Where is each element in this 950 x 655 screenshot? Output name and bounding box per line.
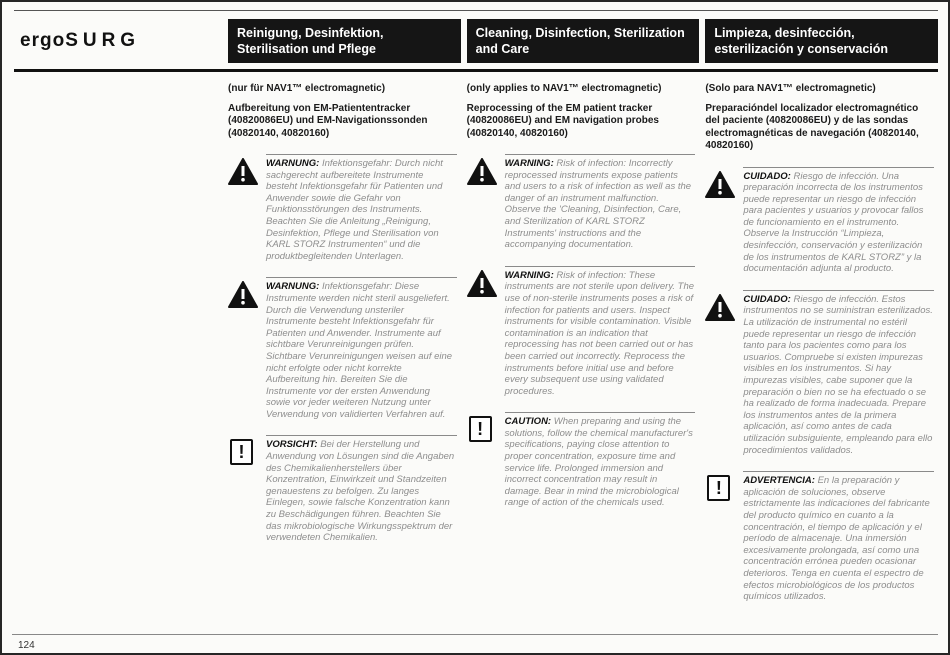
warning-triangle-icon [705,167,735,275]
warning-triangle-icon [228,154,258,262]
caution-paragraph [505,412,696,509]
page-header [14,19,938,63]
caution-block [228,435,457,543]
warning-text: Infektionsgefahr: Diese Instrumente werden nicht steril ausgeliefert. Durch die Verwendung unsteriler Instrumente besteht Infektionsgefahr für Patienten und Anwender. Instrumente auf sichtbare Verunreinigungen prüfen. Sichtbare Verunreinigungen weisen auf eine nicht erfolgte oder nicht korrekte Aufbereitung hin. Bereiten Sie die Instrumente vor der ersten Anwendung sowie vor jeder weiteren Nutzung unter Verwendung von validierten Verfahren auf. [266,281,453,420]
warning-block [705,290,934,456]
warning-text: Riesgo de infección. Una preparación incorrecta de los instrumentos puede representar un riesgo de infección para pacientes y usuarios y provocar fallos de funcionamiento en el instrumento. Observe la Instrucción “Limpieza, desinfección, conservación y esterilización de los instrumentos de KARL STORZ” y la documentación adjunta al producto. [743,170,924,275]
column-subtitle: (Solo para NAV1™ electromagnetic) [705,83,876,94]
column-title: Reprocessing of the EM patient tracker (40820086EU) and EM navigation probes (40820140, 40820160) [466,102,659,139]
warning-block [228,277,457,420]
caution-text: Bei der Herstellung und Anwendung von Lösungen sind die Angaben des Chemikalienherstellers über Konzentration, Einwirkzeit und Standzeiten genauestens zu befolgen. Zu langes Einlegen, sowie falsche Konzentration kann zu Beschädigungen führen. Beachten Sie das mikrobiologische Wirkungsspektrum der verwendeten Chemikalien. [266,439,455,544]
caution-box-icon: ! [228,435,258,543]
caution-label: ADVERTENCIA: [743,475,815,487]
brand-logo [14,19,222,63]
column-spanish [705,81,938,618]
warning-label: CUIDADO: [743,293,791,305]
warning-block [467,266,696,398]
warning-text: Risk of infection: Incorrectly reprocessed instruments expose patients and users to a risk of infection as well as the danger of an instrument malfunction. Observe the 'Cleaning, Disinfection, Care, and Sterilization of KARL STORZ Instruments' instructions and the accompanying documentation. [504,158,692,251]
warning-label: WARNING: [504,269,554,281]
left-margin-spacer [14,81,222,618]
caution-box-icon: ! [467,412,497,509]
caution-paragraph [266,435,457,543]
warning-triangle-icon [705,290,735,456]
warning-text: Riesgo de infección. Estos instrumentos no se suministran esterilizados. La utilización de instrumental no estéril puede representar un riesgo de infección tanto para los pacientes como para los usuarios. Compruebe si existen impurezas visibles en los instrumentos. Si hay impurezas visibles, cabe suponer que la preparación o bien no se ha efectuado o se ha realizado de forma inadecuada. Prepare los instrumentos antes de la primera aplicación, así como antes de cada utilización subsiguiente, empleando para ello procedimientos validados. [743,293,933,456]
column-subtitle: (only applies to NAV1™ electromagnetic) [466,83,662,94]
warning-paragraph [266,154,457,262]
warning-label: WARNUNG: [266,281,320,293]
brand-logo-surg: SURG [65,30,141,51]
page-content [14,72,938,618]
column-header-german: Reinigung, Desinfektion, Sterilisation und Pflege [228,19,461,63]
warning-paragraph [743,167,934,275]
column-title: Aufbereitung von EM-Patiententracker (40820086EU) und EM-Navigationssonden (40820140, 40820160) [228,102,428,139]
warning-label: WARNING: [504,158,554,169]
caution-text: En la preparación y aplicación de soluciones, observe estrictamente las indicaciones del fabricante del producto químico en cuanto a la concentración, el tiempo de aplicación y el período de almacenaje. Una inmersión excesivamente prolongada, así como una concentración errónea pueden ocasionar deterioros. Tenga en cuenta el espectro de efectos microbiológicos de los productos químicos utilizados. [743,475,930,603]
column-subtitle: (nur für NAV1™ electromagnetic) [228,83,386,94]
warning-block [228,154,457,262]
warning-text: Risk of infection: These instruments are not sterile upon delivery. The use of non-sterile instruments poses a risk of infection for patients and users. Inspect instruments for visible contamination. Visible contamination is an indication that reprocessing has not been carried out or has been carried out incorrectly. Reprocess the instruments before initial use and before every subsequent use using validated procedures. [504,269,695,397]
caution-box-icon: ! [705,471,735,603]
warning-label: WARNUNG: [266,158,320,169]
warning-paragraph [505,154,696,251]
column-header-english: Cleaning, Disinfection, Sterilization and Care [467,19,700,63]
warning-text: Infektionsgefahr: Durch nicht sachgerecht aufbereitete Instrumente besteht Infektionsgefahr für Patienten und Anwender sowie die Gefahr von Funktionsstörungen des Instruments. Beachten Sie die Anleitung „Reinigung, Desinfektion, Pflege und Sterilisation von KARL STORZ Instrumenten“ und die produktbegleitenden Unterlagen. [266,158,443,262]
column-english [467,81,700,618]
warning-block [467,154,696,251]
footer-rule [12,634,938,635]
caution-label: VORSICHT: [266,439,318,451]
page-number: 124 [18,640,35,651]
column-german [228,81,461,618]
caution-text: When preparing and using the solutions, follow the chemical manufacturer's specifications, paying close attention to proper concentration, exposure time and service life. Prolonged immersion and incorrect concentration may result in damage. Bear in mind the microbiological range of action of the chemicals used. [504,416,693,509]
column-title: Preparacióndel localizador electromagnético del paciente (40820086EU) y de las sondas electromagnéticas de navegación (40820140, 40820160) [705,102,919,151]
warning-triangle-icon [228,277,258,420]
brand-logo-text [20,30,140,52]
warning-paragraph [505,266,696,398]
warning-triangle-icon [467,154,497,251]
warning-label: CUIDADO: [743,170,791,182]
warning-triangle-icon [467,266,497,398]
warning-paragraph [266,277,457,420]
top-rule [14,10,938,11]
column-header-spanish: Limpieza, desinfección, esterilización y conservación [705,19,938,63]
brand-logo-ergo: ergo [20,30,66,51]
caution-block [705,471,934,603]
warning-paragraph [743,290,934,456]
caution-paragraph [743,471,934,603]
caution-label: CAUTION: [504,416,552,428]
caution-block [467,412,696,509]
warning-block [705,167,934,275]
